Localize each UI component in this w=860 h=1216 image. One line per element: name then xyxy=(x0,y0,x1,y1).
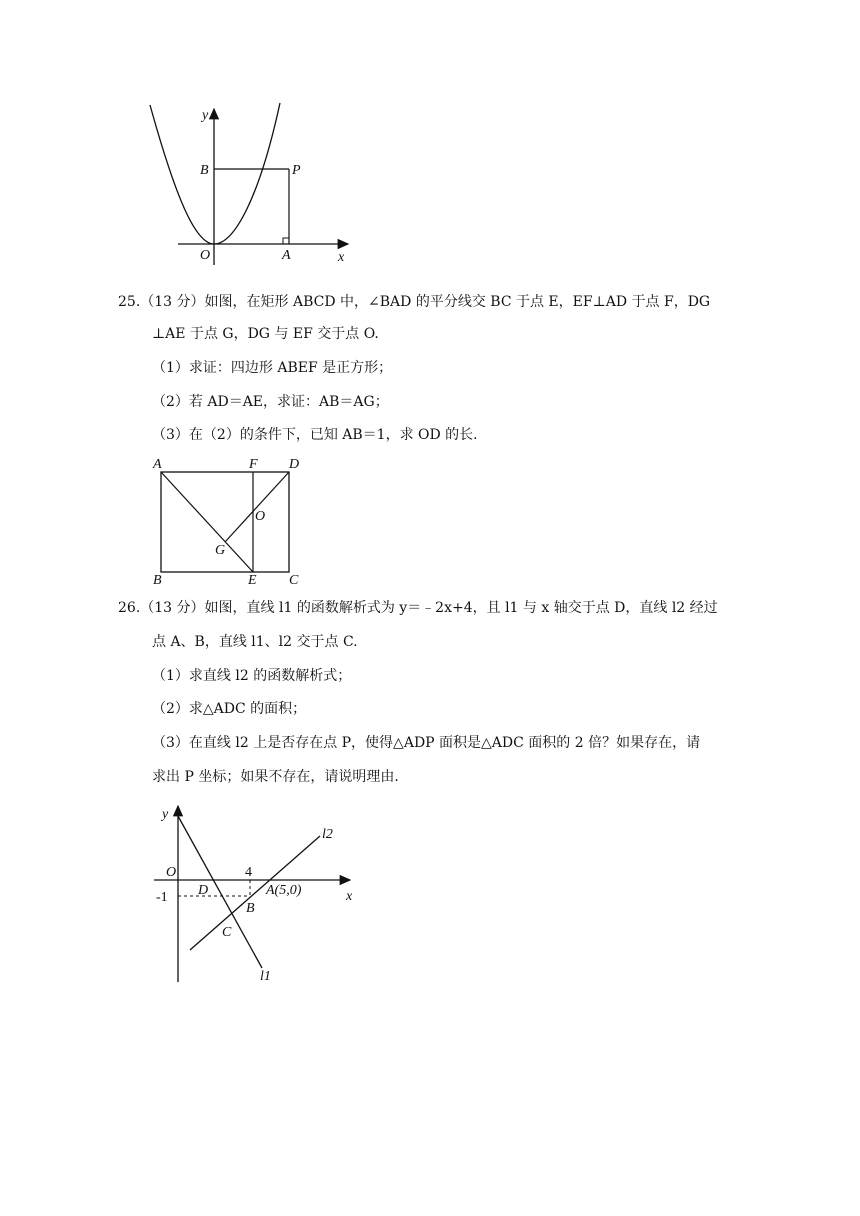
label-c: C xyxy=(289,573,299,587)
label-y: y xyxy=(202,108,209,123)
q25-part2: （2）若 AD＝AE，求证：AB＝AG； xyxy=(152,394,389,410)
label-x: x xyxy=(346,889,353,904)
label-neg1: -1 xyxy=(156,890,168,905)
q26-part1: （1）求直线 l2 的函数解析式； xyxy=(152,668,352,684)
label-p: P xyxy=(292,163,301,178)
label-f: F xyxy=(249,457,258,472)
q26-part2: （2）求△ADC 的面积； xyxy=(152,701,307,717)
label-4: 4 xyxy=(245,865,252,880)
q26-part3: （3）在直线 l2 上是否存在点 P，使得△ADP 面积是△ADC 面积的 2 倍？如果存在，请 xyxy=(152,735,701,751)
q25-line1: 25.（13 分）如图，在矩形 ABCD 中，∠BAD 的平分线交 BC 于点 E，EF⊥AD 于点 F，DG xyxy=(118,294,711,310)
label-b: B xyxy=(200,163,209,178)
q25-line2: ⊥AE 于点 G，DG 与 EF 交于点 O. xyxy=(152,326,379,342)
q25-part3: （3）在（2）的条件下，已知 AB＝1，求 OD 的长. xyxy=(152,427,478,443)
label-c: C xyxy=(222,925,232,940)
q26-part4: 求出 P 坐标；如果不存在，请说明理由. xyxy=(152,769,399,785)
segment-ae xyxy=(161,472,253,572)
label-e: E xyxy=(248,573,257,587)
label-o: O xyxy=(166,865,177,880)
label-d: D xyxy=(198,883,209,898)
q25-part1: （1）求证：四边形 ABEF 是正方形； xyxy=(152,360,393,376)
label-a: A xyxy=(153,457,162,472)
label-x: x xyxy=(338,250,345,265)
label-b: B xyxy=(153,573,162,587)
label-y: y xyxy=(162,807,169,822)
label-l1: l1 xyxy=(260,969,271,984)
label-g: G xyxy=(215,543,226,558)
right-angle-mark xyxy=(283,238,289,244)
label-o: O xyxy=(255,509,266,524)
label-d: D xyxy=(289,457,300,472)
q26-line2: 点 A、B，直线 l1、l2 交于点 C. xyxy=(152,634,358,650)
segment-dg xyxy=(225,472,289,542)
line-l1 xyxy=(178,816,262,968)
label-l2: l2 xyxy=(322,827,333,842)
parabola-curve xyxy=(150,103,280,244)
q26-line1: 26.（13 分）如图，直线 l1 的函数解析式为 y＝﹣2x+4，且 l1 与 x 轴交于点 D，直线 l2 经过 xyxy=(118,600,718,616)
label-b: B xyxy=(246,901,255,916)
label-a: A(5,0) xyxy=(266,883,302,898)
rectangle-figure xyxy=(145,452,315,587)
label-o: O xyxy=(200,248,211,263)
label-a: A xyxy=(282,248,291,263)
parabola-figure xyxy=(140,95,370,270)
lines-figure xyxy=(150,800,370,990)
